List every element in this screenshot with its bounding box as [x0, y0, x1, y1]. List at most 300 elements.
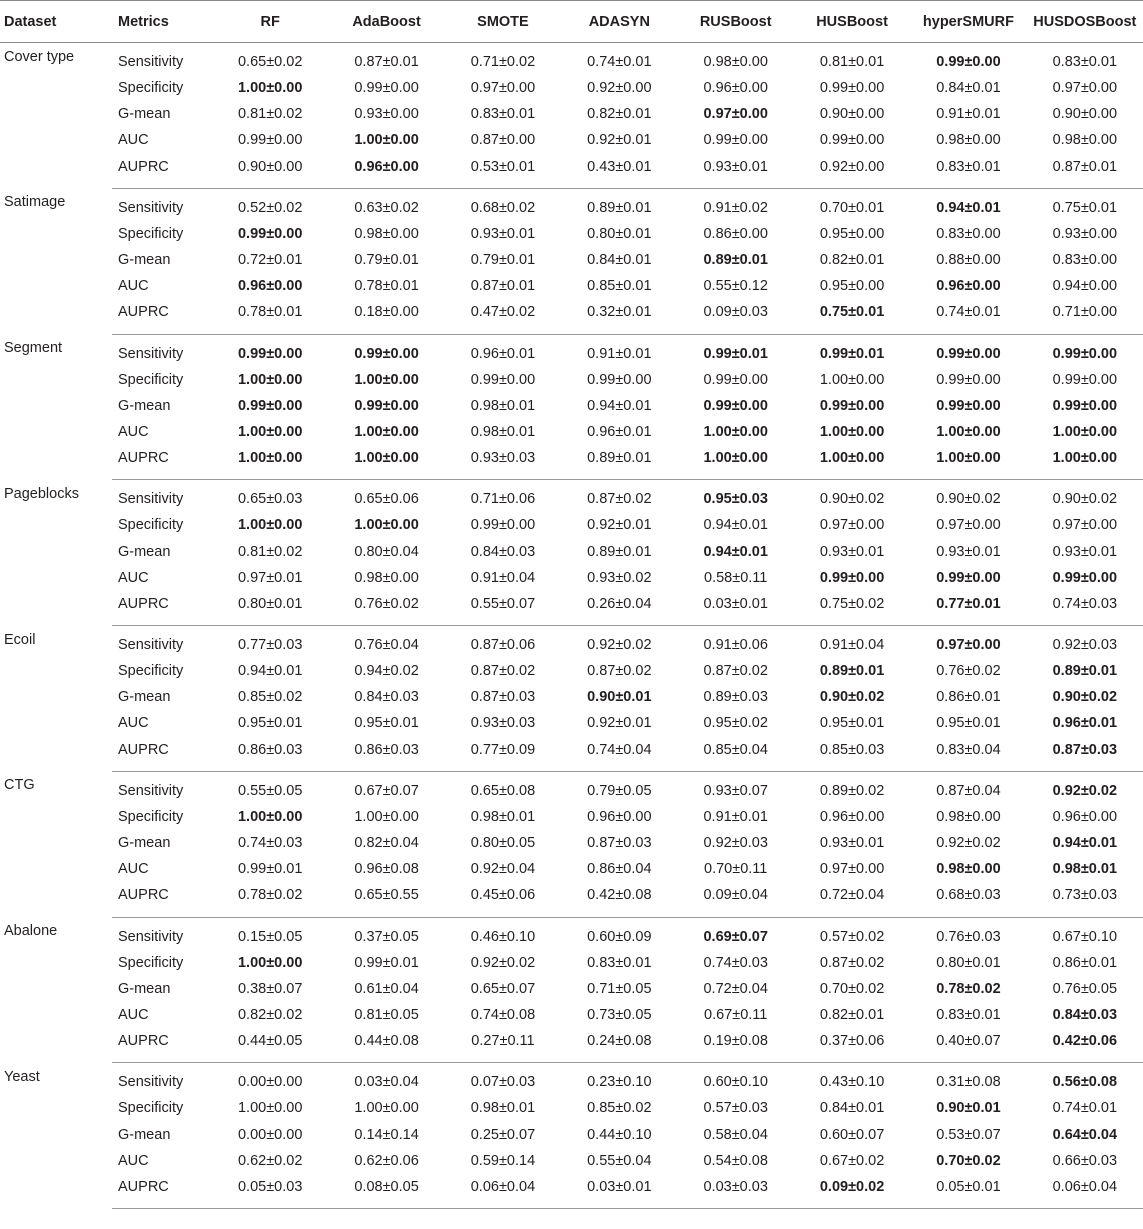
- value-cell: 0.97±0.00: [1052, 517, 1118, 534]
- value-cell: 0.90±0.02: [1052, 689, 1118, 706]
- value-cell: 1.00±0.00: [936, 423, 1001, 440]
- value-cell: 0.95±0.01: [936, 715, 1001, 732]
- value-cell: 0.53±0.07: [936, 1126, 1001, 1143]
- value-cell: 0.32±0.01: [561, 299, 677, 334]
- value-cell: 0.06±0.04: [445, 1174, 561, 1209]
- value-cell: 0.87±0.01: [1027, 154, 1143, 189]
- value-cell: 0.89±0.03: [703, 689, 768, 706]
- value-cell: 0.97±0.00: [1052, 80, 1118, 97]
- value-cell: 0.57±0.02: [819, 928, 885, 945]
- value-cell: 0.99±0.00: [237, 132, 303, 149]
- value-cell: 0.93±0.00: [1052, 225, 1118, 242]
- value-cell: 0.89±0.01: [561, 445, 677, 480]
- value-cell: 0.58±0.04: [703, 1126, 768, 1143]
- metric-name: Sensitivity: [118, 928, 184, 945]
- value-cell: 0.83±0.00: [936, 225, 1001, 242]
- value-cell: 0.85±0.04: [678, 737, 794, 772]
- value-cell: 0.99±0.00: [703, 397, 768, 414]
- value-cell: 0.65±0.55: [328, 882, 444, 917]
- value-cell: 0.85±0.03: [794, 737, 910, 772]
- value-cell: 0.96±0.00: [237, 278, 303, 295]
- table-row: [0, 1028, 1143, 1063]
- value-cell: 0.87±0.00: [470, 132, 536, 149]
- value-cell: 0.09±0.02: [794, 1174, 910, 1209]
- value-cell: 0.99±0.00: [354, 345, 419, 362]
- header-husdosboost: HUSDOSBoost: [1027, 1, 1143, 43]
- value-cell: 0.03±0.01: [678, 591, 794, 626]
- value-cell: 0.80±0.04: [354, 543, 419, 560]
- value-cell: 0.79±0.01: [470, 252, 536, 269]
- metric-name: AUC: [118, 1152, 149, 1169]
- metric-name: Specificity: [118, 954, 184, 971]
- table-body: [0, 43, 1143, 1209]
- value-cell: 0.85±0.02: [587, 1100, 652, 1117]
- value-cell: 0.40±0.07: [910, 1028, 1026, 1063]
- value-cell: 0.86±0.00: [703, 225, 768, 242]
- value-cell: 0.96±0.00: [328, 154, 444, 189]
- value-cell: 0.98±0.00: [1052, 132, 1118, 149]
- value-cell: 0.93±0.01: [470, 225, 536, 242]
- value-cell: 0.67±0.10: [1052, 928, 1118, 945]
- value-cell: 0.99±0.00: [703, 371, 768, 388]
- value-cell: 0.99±0.00: [354, 80, 419, 97]
- value-cell: 0.91±0.04: [819, 637, 885, 653]
- value-cell: 0.03±0.04: [354, 1074, 419, 1091]
- value-cell: 0.09±0.04: [678, 882, 794, 917]
- value-cell: 0.96±0.00: [1052, 808, 1118, 825]
- value-cell: 0.89±0.01: [587, 199, 652, 216]
- value-cell: 0.14±0.14: [354, 1126, 419, 1143]
- table-row: [0, 221, 1143, 247]
- table-row: [0, 804, 1143, 830]
- table-row: [0, 658, 1143, 684]
- metric-name: AUPRC: [112, 882, 212, 917]
- value-cell: 0.78±0.01: [212, 299, 328, 334]
- value-cell: 0.85±0.02: [237, 689, 303, 706]
- value-cell: 0.18±0.00: [328, 299, 444, 334]
- value-cell: 0.85±0.01: [587, 278, 652, 295]
- value-cell: 0.89±0.01: [703, 252, 768, 269]
- table-row: [0, 917, 1143, 950]
- metric-name: AUC: [118, 132, 149, 149]
- value-cell: 0.74±0.03: [1027, 591, 1143, 626]
- header-rusboost: RUSBoost: [678, 1, 794, 43]
- table-row: [0, 273, 1143, 299]
- value-cell: 0.62±0.06: [354, 1152, 419, 1169]
- value-cell: 0.84±0.01: [587, 252, 652, 269]
- metric-name: Specificity: [118, 1100, 184, 1117]
- value-cell: 0.87±0.06: [470, 637, 536, 653]
- table-row: [0, 188, 1143, 221]
- value-cell: 0.72±0.04: [794, 882, 910, 917]
- table-row: [0, 976, 1143, 1002]
- value-cell: 0.99±0.00: [354, 397, 419, 414]
- value-cell: 0.81±0.05: [354, 1006, 419, 1023]
- dataset-name: Segment: [4, 340, 63, 356]
- value-cell: 0.93±0.00: [354, 106, 419, 123]
- value-cell: 0.96±0.00: [587, 808, 652, 825]
- value-cell: 0.94±0.01: [587, 397, 652, 414]
- value-cell: 0.94±0.01: [703, 543, 768, 560]
- value-cell: 0.38±0.07: [237, 980, 303, 997]
- value-cell: 0.99±0.01: [354, 954, 419, 971]
- value-cell: 0.52±0.02: [237, 199, 303, 216]
- table-row: [0, 43, 1143, 76]
- value-cell: 0.44±0.08: [328, 1028, 444, 1063]
- value-cell: 0.97±0.00: [703, 106, 768, 123]
- value-cell: 0.93±0.03: [445, 445, 561, 480]
- value-cell: 0.94±0.00: [1052, 278, 1118, 295]
- table-row: [0, 334, 1143, 367]
- table-row: [0, 1174, 1143, 1209]
- value-cell: 0.72±0.01: [237, 252, 303, 269]
- header-smote: SMOTE: [445, 1, 561, 43]
- value-cell: 0.65±0.06: [354, 491, 419, 508]
- value-cell: 0.92±0.02: [587, 637, 652, 653]
- value-cell: 0.60±0.10: [703, 1074, 768, 1091]
- value-cell: 1.00±0.00: [1052, 423, 1118, 440]
- table-row: [0, 684, 1143, 710]
- value-cell: 0.82±0.01: [819, 1006, 885, 1023]
- value-cell: 0.89±0.02: [819, 782, 885, 799]
- value-cell: 0.76±0.05: [1052, 980, 1118, 997]
- value-cell: 0.82±0.01: [819, 252, 885, 269]
- value-cell: 0.55±0.12: [703, 278, 768, 295]
- value-cell: 0.95±0.01: [819, 715, 885, 732]
- value-cell: 0.98±0.00: [354, 225, 419, 242]
- value-cell: 0.94±0.01: [1052, 835, 1118, 852]
- header-husboost: HUSBoost: [794, 1, 910, 43]
- value-cell: 0.83±0.01: [910, 154, 1026, 189]
- value-cell: 0.86±0.04: [587, 861, 652, 878]
- value-cell: 0.76±0.02: [328, 591, 444, 626]
- value-cell: 0.80±0.01: [936, 954, 1001, 971]
- value-cell: 0.86±0.03: [328, 737, 444, 772]
- value-cell: 1.00±0.00: [237, 517, 303, 534]
- value-cell: 0.99±0.00: [936, 397, 1001, 414]
- table-row: [0, 626, 1143, 659]
- value-cell: 1.00±0.00: [354, 423, 419, 440]
- value-cell: 0.87±0.01: [354, 54, 419, 70]
- metric-name: AUC: [118, 278, 149, 295]
- value-cell: 0.74±0.03: [237, 835, 303, 852]
- value-cell: 0.93±0.01: [678, 154, 794, 189]
- value-cell: 0.98±0.01: [1052, 861, 1118, 878]
- value-cell: 0.92±0.00: [587, 80, 652, 97]
- value-cell: 1.00±0.00: [354, 1100, 419, 1117]
- value-cell: 0.90±0.00: [819, 106, 885, 123]
- value-cell: 0.90±0.02: [819, 491, 885, 508]
- table-row: [0, 1002, 1143, 1028]
- value-cell: 0.06±0.04: [1027, 1174, 1143, 1209]
- dataset-name: Satimage: [4, 194, 66, 211]
- value-cell: 0.96±0.00: [703, 80, 768, 97]
- value-cell: 0.31±0.08: [936, 1074, 1001, 1091]
- table-row: [0, 154, 1143, 189]
- value-cell: 0.77±0.09: [445, 737, 561, 772]
- value-cell: 0.75±0.01: [1052, 199, 1118, 216]
- value-cell: 0.78±0.01: [354, 278, 419, 295]
- value-cell: 0.86±0.01: [936, 689, 1001, 706]
- value-cell: 0.87±0.01: [470, 278, 536, 295]
- value-cell: 0.92±0.02: [470, 954, 536, 971]
- value-cell: 0.99±0.00: [1052, 397, 1118, 414]
- value-cell: 0.90±0.02: [819, 689, 885, 706]
- value-cell: 0.44±0.05: [212, 1028, 328, 1063]
- value-cell: 1.00±0.00: [794, 445, 910, 480]
- value-cell: 0.43±0.10: [819, 1074, 885, 1091]
- header-rf: RF: [212, 1, 328, 43]
- value-cell: 0.65±0.07: [470, 980, 536, 997]
- value-cell: 0.61±0.04: [354, 980, 419, 997]
- value-cell: 0.69±0.07: [703, 928, 768, 945]
- value-cell: 0.97±0.00: [819, 861, 885, 878]
- value-cell: 1.00±0.00: [237, 808, 303, 825]
- table-row: [0, 856, 1143, 882]
- value-cell: 0.99±0.01: [703, 345, 768, 362]
- header-metrics: Metrics: [112, 1, 212, 43]
- metric-name: AUPRC: [112, 154, 212, 189]
- value-cell: 0.83±0.01: [936, 1006, 1001, 1023]
- value-cell: 0.92±0.00: [794, 154, 910, 189]
- value-cell: 0.57±0.03: [703, 1100, 768, 1117]
- value-cell: 0.58±0.11: [704, 569, 768, 586]
- dataset-name: Yeast: [4, 1068, 40, 1085]
- value-cell: 0.89±0.01: [587, 543, 652, 560]
- value-cell: 0.99±0.00: [1052, 345, 1118, 362]
- value-cell: 0.93±0.01: [1052, 543, 1118, 560]
- value-cell: 0.79±0.05: [587, 782, 652, 799]
- value-cell: 0.64±0.04: [1052, 1126, 1118, 1143]
- value-cell: 0.91±0.01: [587, 345, 652, 362]
- value-cell: 0.60±0.09: [587, 928, 652, 945]
- metric-name: AUC: [118, 861, 149, 878]
- table-row: [0, 1148, 1143, 1174]
- value-cell: 0.68±0.02: [470, 199, 536, 216]
- value-cell: 0.86±0.03: [212, 737, 328, 772]
- value-cell: 0.74±0.01: [587, 54, 652, 70]
- value-cell: 0.90±0.00: [212, 154, 328, 189]
- value-cell: 0.98±0.01: [470, 423, 536, 440]
- value-cell: 0.78±0.02: [936, 980, 1001, 997]
- value-cell: 1.00±0.00: [237, 423, 303, 440]
- value-cell: 0.92±0.03: [1052, 637, 1118, 653]
- value-cell: 0.99±0.00: [237, 397, 303, 414]
- value-cell: 0.54±0.08: [703, 1152, 768, 1169]
- metric-name: Sensitivity: [118, 491, 184, 508]
- value-cell: 0.71±0.05: [587, 980, 652, 997]
- table-row: [0, 75, 1143, 101]
- value-cell: 0.76±0.04: [354, 637, 419, 653]
- table-row: [0, 1121, 1143, 1147]
- value-cell: 0.56±0.08: [1052, 1074, 1118, 1091]
- value-cell: 0.96±0.01: [1052, 715, 1118, 732]
- value-cell: 0.97±0.00: [819, 517, 885, 534]
- value-cell: 0.09±0.03: [678, 299, 794, 334]
- value-cell: 1.00±0.00: [237, 954, 303, 971]
- value-cell: 0.99±0.01: [237, 861, 303, 878]
- table-row: [0, 480, 1143, 513]
- value-cell: 0.80±0.01: [587, 225, 652, 242]
- value-cell: 1.00±0.00: [910, 445, 1026, 480]
- metric-name: Sensitivity: [118, 199, 184, 216]
- value-cell: 0.03±0.01: [561, 1174, 677, 1209]
- value-cell: 0.97±0.00: [470, 80, 536, 97]
- value-cell: 0.91±0.01: [936, 106, 1001, 123]
- value-cell: 0.82±0.04: [354, 835, 419, 852]
- table-row: [0, 882, 1143, 917]
- value-cell: 0.55±0.05: [237, 782, 303, 799]
- value-cell: 0.99±0.00: [819, 397, 885, 414]
- value-cell: 1.00±0.00: [819, 371, 885, 388]
- value-cell: 0.84±0.03: [1052, 1006, 1118, 1023]
- metric-name: G-mean: [118, 397, 171, 414]
- table-row: [0, 247, 1143, 273]
- value-cell: 0.65±0.08: [470, 782, 536, 799]
- value-cell: 0.45±0.06: [445, 882, 561, 917]
- value-cell: 0.92±0.01: [587, 132, 652, 149]
- metric-name: AUPRC: [112, 445, 212, 480]
- value-cell: 0.98±0.00: [936, 861, 1001, 878]
- header-adasyn: ADASYN: [561, 1, 677, 43]
- value-cell: 0.88±0.00: [936, 252, 1001, 269]
- value-cell: 0.70±0.01: [819, 199, 885, 216]
- metric-name: Sensitivity: [118, 637, 184, 653]
- table-row: [0, 591, 1143, 626]
- value-cell: 0.84±0.01: [819, 1100, 885, 1117]
- value-cell: 0.99±0.00: [237, 345, 303, 362]
- value-cell: 0.90±0.01: [936, 1100, 1001, 1117]
- value-cell: 0.92±0.02: [1052, 782, 1118, 799]
- value-cell: 0.94±0.01: [936, 199, 1001, 216]
- table-row: [0, 419, 1143, 445]
- value-cell: 0.71±0.06: [470, 491, 536, 508]
- value-cell: 1.00±0.00: [678, 445, 794, 480]
- value-cell: 0.98±0.00: [936, 132, 1001, 149]
- value-cell: 0.89±0.01: [1052, 663, 1118, 680]
- value-cell: 0.92±0.01: [587, 715, 652, 732]
- dataset-name: Cover type: [4, 49, 75, 65]
- value-cell: 0.90±0.02: [1052, 491, 1118, 508]
- value-cell: 0.77±0.03: [237, 637, 303, 653]
- table-row: [0, 512, 1143, 538]
- value-cell: 0.98±0.01: [470, 1100, 536, 1117]
- table-row: [0, 445, 1143, 480]
- value-cell: 0.19±0.08: [678, 1028, 794, 1063]
- value-cell: 0.59±0.14: [470, 1152, 536, 1169]
- value-cell: 0.81±0.01: [819, 54, 885, 70]
- table-row: [0, 737, 1143, 772]
- value-cell: 0.93±0.03: [470, 715, 536, 732]
- value-cell: 0.91±0.01: [703, 808, 768, 825]
- table-row: [0, 950, 1143, 976]
- value-cell: 0.70±0.11: [704, 861, 768, 878]
- metric-name: Sensitivity: [118, 54, 184, 70]
- value-cell: 0.75±0.01: [794, 299, 910, 334]
- value-cell: 0.87±0.02: [819, 954, 885, 971]
- metric-name: AUPRC: [112, 299, 212, 334]
- metric-name: AUC: [118, 715, 149, 732]
- value-cell: 0.91±0.04: [470, 569, 536, 586]
- value-cell: 0.84±0.01: [936, 80, 1001, 97]
- value-cell: 0.99±0.00: [237, 225, 303, 242]
- value-cell: 0.95±0.00: [819, 225, 885, 242]
- value-cell: 0.55±0.07: [445, 591, 561, 626]
- value-cell: 1.00±0.00: [354, 371, 419, 388]
- value-cell: 0.74±0.03: [703, 954, 768, 971]
- header-hypersmurf: hyperSMURF: [910, 1, 1026, 43]
- value-cell: 0.67±0.07: [354, 782, 419, 799]
- value-cell: 0.87±0.02: [587, 663, 652, 680]
- value-cell: 0.99±0.00: [936, 345, 1001, 362]
- value-cell: 0.99±0.00: [819, 569, 885, 586]
- metric-name: Sensitivity: [118, 345, 184, 362]
- value-cell: 0.84±0.03: [470, 543, 536, 560]
- value-cell: 0.92±0.01: [587, 517, 652, 534]
- value-cell: 0.78±0.02: [212, 882, 328, 917]
- value-cell: 0.90±0.01: [587, 689, 652, 706]
- value-cell: 0.98±0.01: [470, 808, 536, 825]
- value-cell: 0.83±0.01: [1052, 54, 1118, 70]
- metric-name: G-mean: [118, 543, 171, 560]
- value-cell: 0.67±0.02: [819, 1152, 885, 1169]
- value-cell: 0.86±0.01: [1052, 954, 1118, 971]
- metric-name: AUPRC: [112, 737, 212, 772]
- value-cell: 0.93±0.02: [587, 569, 652, 586]
- value-cell: 0.05±0.03: [212, 1174, 328, 1209]
- value-cell: 0.44±0.10: [587, 1126, 652, 1143]
- value-cell: 1.00±0.00: [819, 423, 885, 440]
- metric-name: G-mean: [118, 689, 171, 706]
- value-cell: 0.60±0.07: [819, 1126, 885, 1143]
- value-cell: 0.74±0.04: [561, 737, 677, 772]
- value-cell: 0.94±0.02: [354, 663, 419, 680]
- value-cell: 0.37±0.06: [794, 1028, 910, 1063]
- value-cell: 0.82±0.02: [237, 1006, 303, 1023]
- value-cell: 0.82±0.01: [587, 106, 652, 123]
- value-cell: 0.42±0.06: [1027, 1028, 1143, 1063]
- header-dataset: Dataset: [0, 1, 112, 43]
- value-cell: 1.00±0.00: [237, 1100, 303, 1117]
- metric-name: AUC: [118, 423, 149, 440]
- value-cell: 0.37±0.05: [354, 928, 419, 945]
- table-row: [0, 538, 1143, 564]
- value-cell: 0.98±0.00: [354, 569, 419, 586]
- metric-name: AUC: [118, 1006, 149, 1023]
- value-cell: 0.67±0.11: [704, 1006, 768, 1023]
- metric-name: AUC: [118, 569, 149, 586]
- value-cell: 0.03±0.03: [678, 1174, 794, 1209]
- table-row: [0, 393, 1143, 419]
- table-row: [0, 710, 1143, 736]
- value-cell: 1.00±0.00: [237, 371, 303, 388]
- value-cell: 0.71±0.00: [1027, 299, 1143, 334]
- value-cell: 0.83±0.04: [910, 737, 1026, 772]
- value-cell: 0.99±0.01: [819, 345, 885, 362]
- value-cell: 0.80±0.05: [470, 835, 536, 852]
- value-cell: 0.83±0.01: [587, 954, 652, 971]
- table-row: [0, 771, 1143, 804]
- dataset-name: CTG: [4, 777, 35, 794]
- value-cell: 1.00±0.00: [328, 445, 444, 480]
- value-cell: 0.65±0.03: [237, 491, 303, 508]
- value-cell: 0.87±0.02: [703, 663, 768, 680]
- value-cell: 0.77±0.01: [910, 591, 1026, 626]
- header-row: [0, 1, 1143, 43]
- value-cell: 0.98±0.00: [703, 54, 768, 70]
- value-cell: 0.23±0.10: [587, 1074, 652, 1091]
- value-cell: 0.99±0.00: [936, 371, 1001, 388]
